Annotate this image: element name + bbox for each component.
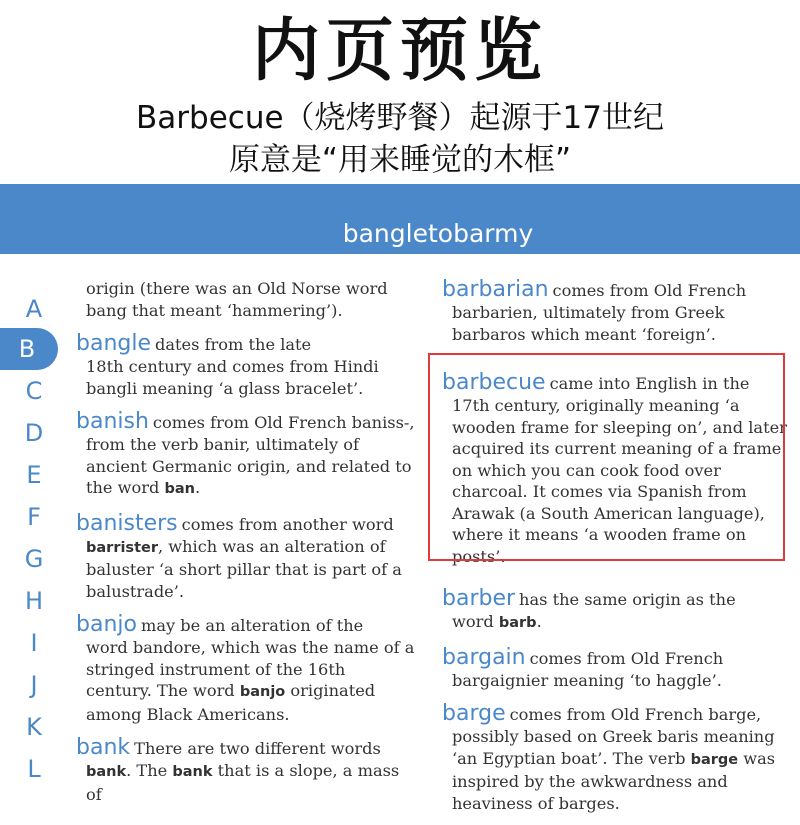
promo-title: 内页预览 xyxy=(251,12,548,91)
definition-first: comes from Old French xyxy=(552,281,747,300)
entry-banjo: banjo may be an alteration of the word bandore, which was the name of a stringed instrument of the 16th century. The word banjo originated among Black Americans. xyxy=(76,612,415,724)
definition-first: may be an alteration of the xyxy=(140,616,364,635)
headword-bargain: bargain xyxy=(442,644,526,670)
cross-ref-keyword: barge xyxy=(690,751,739,768)
entry-barbarian xyxy=(442,278,787,345)
entry-barber: barber has the same origin as the word barb. xyxy=(442,586,736,631)
promo-header xyxy=(0,0,800,184)
headword-banjo: banjo xyxy=(76,612,137,637)
definition-rest: 18th century and comes from Hindi bangli meaning ‘a glass bracelet’. xyxy=(86,357,379,398)
barbecue-highlight-box xyxy=(428,353,785,561)
definition-rest: word xyxy=(452,612,494,631)
entry-banisters xyxy=(76,512,416,603)
definition-first: comes from Old French barge, xyxy=(509,705,762,724)
definition-rest: barbarien, ultimately from Greek barbaros which meant ‘foreign’. xyxy=(452,303,725,344)
alpha-tab-b[interactable]: B xyxy=(0,328,58,370)
entry-bangle xyxy=(76,332,416,399)
promo-subtitle-line1: Barbecue（烧烤野餐）起源于17世纪 xyxy=(136,100,664,136)
cross-ref-keyword: barb xyxy=(498,615,537,631)
alpha-tab-g[interactable]: G xyxy=(24,545,44,573)
alpha-tab-i[interactable]: I xyxy=(30,629,38,657)
definition-rest: that is a slope, a mass of xyxy=(86,761,400,804)
running-head-to: to xyxy=(427,219,454,248)
running-head-from: bangle xyxy=(342,219,428,248)
headword-barber: barber xyxy=(442,586,516,611)
continuation-text: origin (there was an Old Norse word bang that meant ‘hammering’). xyxy=(86,279,388,320)
cross-ref-keyword: ban xyxy=(164,481,196,497)
alpha-tab-c[interactable]: C xyxy=(25,377,43,405)
running-head-until: barmy xyxy=(453,219,534,248)
alpha-tab-l[interactable]: L xyxy=(27,755,41,783)
definition-rest: , which was an alteration of baluster ‘a short pillar that is part of a balustrade’. xyxy=(86,536,402,601)
headword-banish: banish xyxy=(76,409,149,434)
entry-bargain xyxy=(442,646,787,692)
definition-rest: 17th century, originally meaning ‘a wooden frame for sleeping on’, and later acquired its current meaning of a frame on which you can cook food over charcoal. It comes via Spanish from Arawak (a South American language), where it means ‘a wooden frame on posts’. xyxy=(452,396,787,566)
left-column xyxy=(76,278,416,816)
alpha-tab-f[interactable]: F xyxy=(27,503,41,531)
headword-banisters: banisters xyxy=(76,510,178,536)
definition-rest: from the verb banir, ultimately of ancient Germanic origin, and related to the word xyxy=(86,435,412,497)
definition-first: comes from Old French xyxy=(529,648,724,668)
alpha-tab-h[interactable]: H xyxy=(24,587,44,615)
alpha-tab-d[interactable]: D xyxy=(24,419,44,447)
definition-first: comes from another word xyxy=(181,514,394,534)
definition-first: came into English in the xyxy=(549,374,750,393)
entry-barge: barge comes from Old French barge, possibly based on Greek baris meaning ‘an Egyptian boat’. The verb barge was inspired by the awkwardness and heaviness of barges. xyxy=(442,701,776,813)
headword-bangle: bangle xyxy=(76,331,152,356)
definition-first: There are two different words xyxy=(134,739,381,758)
cross-ref-keyword: bank xyxy=(172,764,213,780)
entry-banish: banish comes from Old French baniss-, from the verb banir, ultimately of ancient Germanic origin, and related to the word ban. xyxy=(76,409,415,497)
cross-ref-keyword: bank xyxy=(86,764,127,780)
alpha-tab-k[interactable]: K xyxy=(26,713,42,741)
definition-first: has the same origin as the xyxy=(519,590,736,609)
entry-continuation xyxy=(76,278,416,321)
definition-rest: bargaignier meaning ‘to haggle’. xyxy=(452,670,722,690)
headword-barbarian: barbarian xyxy=(442,277,549,302)
cross-ref-keyword: banjo xyxy=(239,684,286,700)
promo-subtitle-line2: 原意是“用来睡觉的木框” xyxy=(228,142,572,178)
alpha-tab-a[interactable]: A xyxy=(25,295,43,323)
alpha-tab-e[interactable]: E xyxy=(26,461,42,489)
definition-first: comes from Old French baniss-, xyxy=(152,413,415,432)
definition-first: dates from the late xyxy=(155,335,312,354)
running-head xyxy=(0,216,800,252)
alpha-tab-j[interactable]: J xyxy=(30,671,38,699)
headword-barbecue: barbecue xyxy=(442,370,546,395)
headword-barge: barge xyxy=(442,701,506,726)
headword-bank: bank xyxy=(76,735,131,760)
cross-ref-keyword: barrister xyxy=(86,539,158,556)
definition-rest: word bandore, which was the name of a stringed instrument of the 16th century. The word xyxy=(86,638,415,700)
entry-bank: bank There are two different words bank. The bank that is a slope, a mass of xyxy=(76,735,400,804)
definition-rest: possibly based on Greek baris meaning ‘an Egyptian boat’. The verb xyxy=(452,727,775,768)
